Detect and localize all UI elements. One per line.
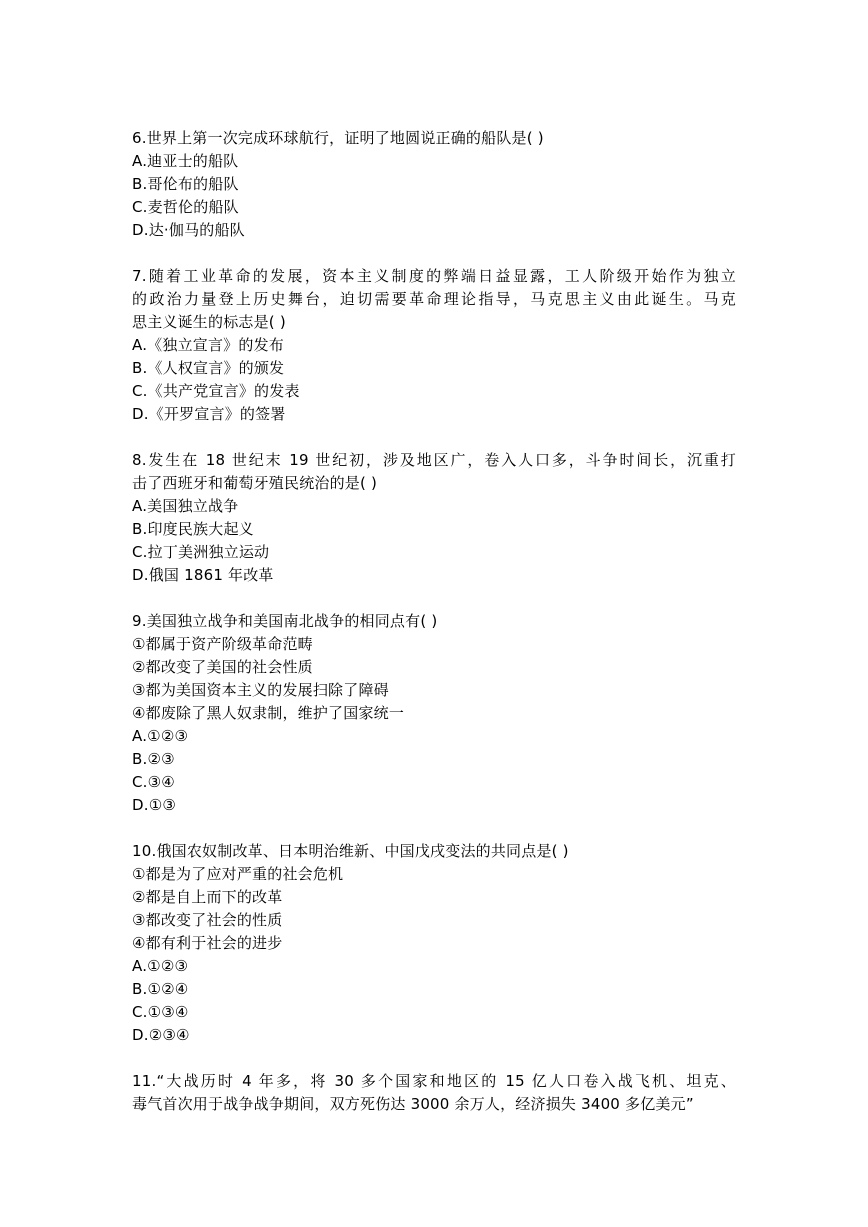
question-stem xyxy=(132,265,736,334)
statement-2: ②都改变了美国的社会性质 xyxy=(132,658,313,676)
stem-line: 8.发生在 18 世纪末 19 世纪初，涉及地区广，卷入人口多，斗争时间长，沉重打 xyxy=(132,451,736,469)
stem-line: 思主义诞生的标志是( ) xyxy=(132,313,286,331)
question-11 xyxy=(132,1070,736,1116)
option-c: C.①③④ xyxy=(132,1003,189,1021)
statement-1: ①都是为了应对严重的社会危机 xyxy=(132,865,344,883)
stem-line: 击了西班牙和葡萄牙殖民统治的是( ) xyxy=(132,474,378,492)
stem-line: 6.世界上第一次完成环球航行，证明了地圆说正确的船队是( ) xyxy=(132,129,544,147)
question-stem xyxy=(132,610,736,633)
option-a: A.美国独立战争 xyxy=(132,497,239,515)
question-10 xyxy=(132,840,736,1047)
option-b: B.《人权宣言》的颁发 xyxy=(132,359,285,377)
question-stem xyxy=(132,449,736,495)
question-stem xyxy=(132,127,736,150)
option-c: C.③④ xyxy=(132,773,175,791)
question-8 xyxy=(132,449,736,587)
statement-4: ④都有利于社会的进步 xyxy=(132,934,283,952)
statement-4: ④都废除了黑人奴隶制，维护了国家统一 xyxy=(132,704,405,722)
option-b: B.印度民族大起义 xyxy=(132,520,254,538)
question-stem xyxy=(132,1070,736,1116)
stem-line: 11.“大战历时 4 年多，将 30 多个国家和地区的 15 亿人口卷入战飞机、坦克、 xyxy=(132,1072,736,1090)
option-a: A.①②③ xyxy=(132,957,189,975)
statement-3: ③都改变了社会的性质 xyxy=(132,911,283,929)
option-d: D.《开罗宣言》的签署 xyxy=(132,405,286,423)
option-d: D.②③④ xyxy=(132,1026,190,1044)
stem-line: 9.美国独立战争和美国南北战争的相同点有( ) xyxy=(132,612,438,630)
question-9 xyxy=(132,610,736,817)
stem-line: 7.随着工业革命的发展，资本主义制度的弊端日益显露，工人阶级开始作为独立 xyxy=(132,267,736,285)
statement-2: ②都是自上而下的改革 xyxy=(132,888,283,906)
option-d: D.达·伽马的船队 xyxy=(132,221,245,239)
option-a: A.迪亚士的船队 xyxy=(132,152,239,170)
option-a: A.《独立宣言》的发布 xyxy=(132,336,284,354)
stem-line: 毒气首次用于战争战争期间，双方死伤达 3000 余万人，经济损失 3400 多亿美元” xyxy=(132,1095,694,1113)
document-page xyxy=(132,127,736,1139)
option-d: D.俄国 1861 年改革 xyxy=(132,566,274,584)
question-6 xyxy=(132,127,736,242)
option-a: A.①②③ xyxy=(132,727,189,745)
stem-line: 的政治力量登上历史舞台，迫切需要革命理论指导，马克思主义由此诞生。马克 xyxy=(132,290,736,308)
option-b: B.①②④ xyxy=(132,980,189,998)
stem-line: 10.俄国农奴制改革、日本明治维新、中国戊戌变法的共同点是( ) xyxy=(132,842,569,860)
statement-1: ①都属于资产阶级革命范畴 xyxy=(132,635,313,653)
option-c: C.麦哲伦的船队 xyxy=(132,198,239,216)
option-d: D.①③ xyxy=(132,796,177,814)
question-stem xyxy=(132,840,736,863)
option-b: B.哥伦布的船队 xyxy=(132,175,239,193)
option-c: C.《共产党宣言》的发表 xyxy=(132,382,300,400)
question-7 xyxy=(132,265,736,426)
statement-3: ③都为美国资本主义的发展扫除了障碍 xyxy=(132,681,389,699)
option-c: C.拉丁美洲独立运动 xyxy=(132,543,270,561)
option-b: B.②③ xyxy=(132,750,175,768)
